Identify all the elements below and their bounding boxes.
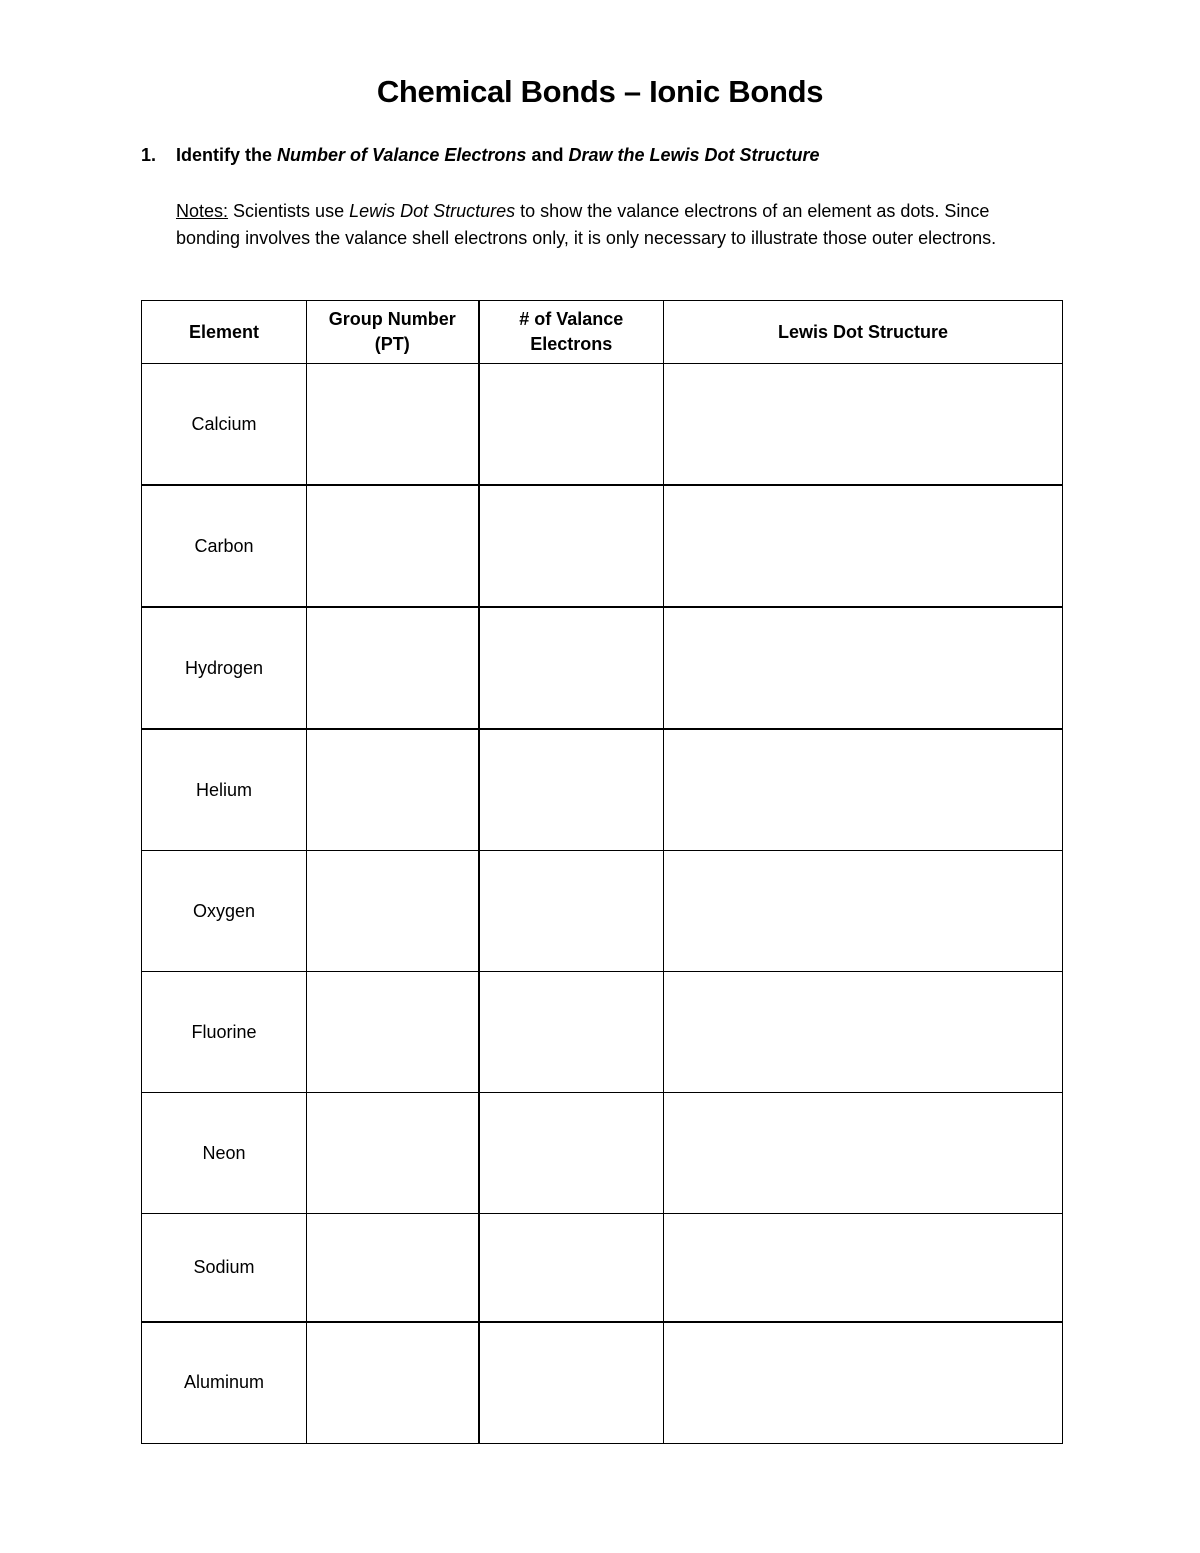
group-number-cell[interactable] <box>307 607 479 729</box>
lewis-dot-cell[interactable] <box>664 972 1063 1093</box>
group-number-cell[interactable] <box>307 1214 479 1322</box>
table-header-row <box>142 301 1063 364</box>
valance-electrons-cell[interactable] <box>479 1093 664 1214</box>
notes-paragraph <box>176 198 1056 251</box>
question-text-1: Identify the <box>176 145 278 165</box>
notes-text-2: to show the valance electrons of an element as dots. Since bonding involves the valance shell electrons only, it is only necessary to illustrate those outer electrons. <box>176 201 997 248</box>
valance-electrons-cell[interactable] <box>479 972 664 1093</box>
table-row <box>142 851 1063 972</box>
lewis-dot-cell[interactable] <box>664 485 1063 607</box>
group-number-cell[interactable] <box>307 972 479 1093</box>
header-lewis-dot: Lewis Dot Structure <box>664 301 1063 364</box>
element-name: Aluminum <box>142 1322 307 1444</box>
table-row <box>142 1322 1063 1444</box>
group-number-cell[interactable] <box>307 485 479 607</box>
element-name: Sodium <box>142 1214 307 1322</box>
table-row <box>142 607 1063 729</box>
question-1 <box>141 145 820 166</box>
valance-electrons-cell[interactable] <box>479 1322 664 1444</box>
element-name: Hydrogen <box>142 607 307 729</box>
lewis-dot-cell[interactable] <box>664 1093 1063 1214</box>
notes-text-1: Scientists use <box>228 201 350 221</box>
lewis-dot-cell[interactable] <box>664 1214 1063 1322</box>
group-number-cell[interactable] <box>307 1322 479 1444</box>
lewis-dot-cell[interactable] <box>664 1322 1063 1444</box>
header-valance-electrons: # of Valance Electrons <box>479 301 664 364</box>
lewis-dot-cell[interactable] <box>664 364 1063 486</box>
group-number-cell[interactable] <box>307 851 479 972</box>
question-text-3: and <box>526 145 569 165</box>
element-name: Oxygen <box>142 851 307 972</box>
lewis-dot-cell[interactable] <box>664 729 1063 851</box>
table-row <box>142 485 1063 607</box>
element-name: Calcium <box>142 364 307 486</box>
header-element: Element <box>142 301 307 364</box>
valance-electrons-cell[interactable] <box>479 485 664 607</box>
table-row <box>142 364 1063 486</box>
question-number: 1. <box>141 145 157 165</box>
valance-electrons-cell[interactable] <box>479 851 664 972</box>
question-text-2: Number of Valance Electrons <box>277 145 527 165</box>
notes-italic: Lewis Dot Structures <box>349 201 516 221</box>
table-row <box>142 1214 1063 1322</box>
group-number-cell[interactable] <box>307 729 479 851</box>
lewis-dot-table <box>141 300 1063 1444</box>
question-text-4: Draw the Lewis Dot Structure <box>568 145 820 165</box>
element-name: Carbon <box>142 485 307 607</box>
table-row <box>142 1093 1063 1214</box>
group-number-cell[interactable] <box>307 1093 479 1214</box>
element-name: Fluorine <box>142 972 307 1093</box>
lewis-dot-cell[interactable] <box>664 851 1063 972</box>
table-row <box>142 729 1063 851</box>
notes-label: Notes: <box>176 201 229 221</box>
element-name: Neon <box>142 1093 307 1214</box>
lewis-dot-cell[interactable] <box>664 607 1063 729</box>
header-group-number: Group Number (PT) <box>307 301 479 364</box>
valance-electrons-cell[interactable] <box>479 729 664 851</box>
valance-electrons-cell[interactable] <box>479 607 664 729</box>
group-number-cell[interactable] <box>307 364 479 486</box>
element-name: Helium <box>142 729 307 851</box>
table-row <box>142 972 1063 1093</box>
page-title: Chemical Bonds – Ionic Bonds <box>376 74 824 109</box>
valance-electrons-cell[interactable] <box>479 364 664 486</box>
valance-electrons-cell[interactable] <box>479 1214 664 1322</box>
